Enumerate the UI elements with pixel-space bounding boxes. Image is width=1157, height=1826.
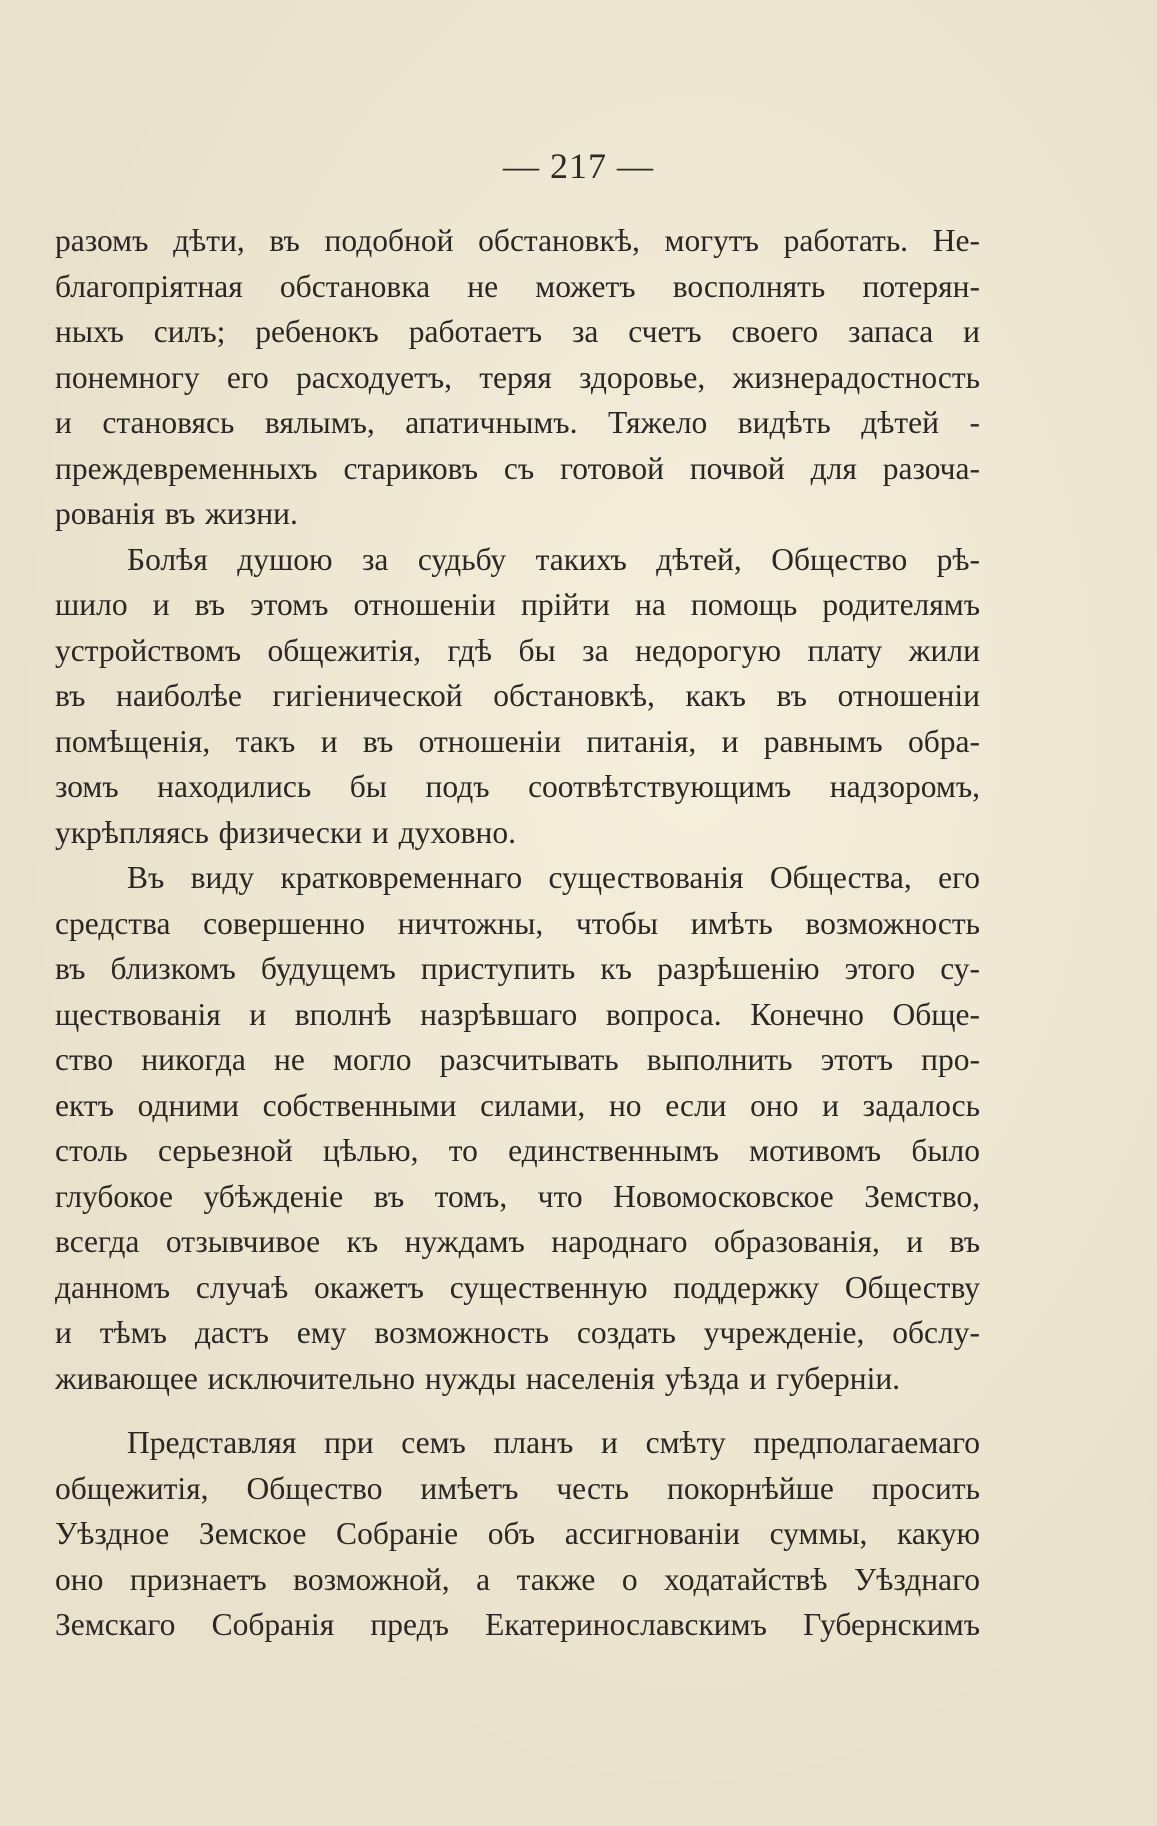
text-line: ство никогда не могло разсчитывать выполнить этотъ про- [55,1042,980,1077]
text-line: шило и въ этомъ отношеніи прійти на помощь родителямъ [55,587,980,622]
paragraph [55,218,980,537]
text-line: зомъ находились бы подъ соотвѣтствующимъ надзоромъ, [55,769,980,804]
page-number: — 217 — [503,146,654,186]
text-line: всегда отзывчивое къ нуждамъ народнаго образованія, и въ [55,1224,980,1259]
text-line: разомъ дѣти, въ подобной обстановкѣ, могутъ работать. Не- [55,223,980,258]
text-line: оно признаетъ возможной, а также о ходатайствѣ Уѣзднаго [55,1561,980,1597]
text-line: общежитія, Общество имѣетъ честь покорнѣйше просить [55,1470,980,1506]
text-line: рованія въ жизни. [55,496,298,531]
text-line: въ близкомъ будущемъ приступить къ разрѣшенію этого су- [55,951,980,986]
text-line: Земскаго Собранія предъ Екатеринославскимъ Губернскимъ [55,1607,980,1642]
text-line: Уѣздное Земское Собраніе объ ассигнованіи суммы, какую [55,1516,980,1551]
body-text [55,218,980,1648]
text-line: устройствомъ общежитія, гдѣ бы за недорогую плату жили [55,632,980,668]
text-line: понемногу его расходуетъ, теряя здоровье, жизнерадостность [55,359,980,395]
text-line: и тѣмъ дастъ ему возможность создать учрежденіе, обслу- [55,1315,980,1350]
text-line: живающее исключительно нужды населенія уѣзда и губерніи. [55,1360,901,1396]
text-line: Болѣя душою за судьбу такихъ дѣтей, Общество рѣ- [127,541,980,577]
text-line: и становясь вялымъ, апатичнымъ. Тяжело видѣть дѣтей - [55,405,980,440]
text-line: въ наиболѣе гигіенической обстановкѣ, какъ въ отношеніи [55,678,980,713]
text-line: средства совершенно ничтожны, чтобы имѣть возможность [55,905,980,941]
text-line: ществованія и вполнѣ назрѣвшаго вопроса. Конечно Обще- [55,996,980,1032]
text-line: благопріятная обстановка не можетъ восполнять потерян- [55,268,980,304]
text-line: Въ виду кратковременнаго существованія Общества, его [127,860,980,895]
text-line: укрѣпляясь физически и духовно. [55,814,517,850]
text-line: ектъ одними собственными силами, но если оно и задалось [55,1087,980,1123]
text-line: помѣщенія, такъ и въ отношеніи питанія, и равнымъ обра- [55,723,980,759]
paragraph [55,855,980,1401]
paragraph [55,537,980,856]
paragraph [55,1420,980,1648]
text-line: Представляя при семъ планъ и смѣту предполагаемаго [127,1425,980,1460]
text-line: преждевременныхъ стариковъ съ готовой почвой для разоча- [55,450,980,486]
text-line: глубокое убѣжденіе въ томъ, что Новомосковское Земство, [55,1178,980,1214]
text-line: данномъ случаѣ окажетъ существенную поддержку Обществу [55,1269,980,1305]
text-line: столь серьезной цѣлью, то единственнымъ мотивомъ было [55,1133,980,1168]
text-line: ныхъ силъ; ребенокъ работаетъ за счетъ своего запаса и [55,314,980,349]
paragraph-gap [55,1401,980,1420]
